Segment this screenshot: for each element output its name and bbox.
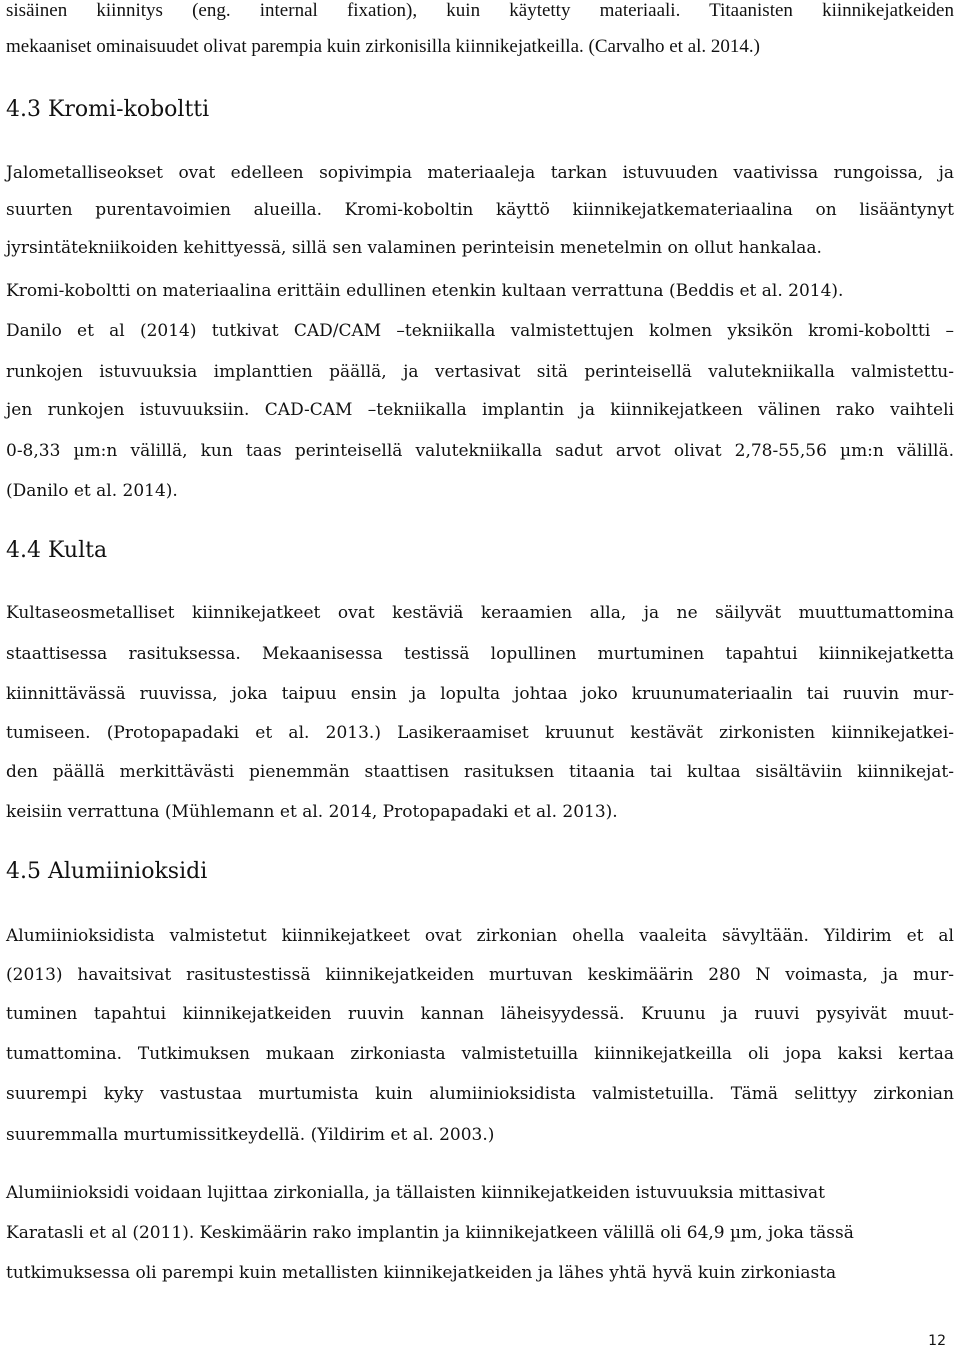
body-text-line: 0-8,33 µm:n välillä, kun taas perinteisellä valutekniikalla sadut arvot olivat 2,78-55,56 µm:n välillä. [6,441,954,461]
body-text-line: sisäinen kiinnitys (eng. internal fixation), kuin käytetty materiaali. Titaanisten kiinnikejatkeiden [6,0,954,21]
body-text-line: tutkimuksessa oli parempi kuin metallisten kiinnikejatkeiden ja lähes yhtä hyvä kuin zirkoniasta [6,1263,837,1283]
body-text-line: staattisessa rasituksessa. Mekaanisessa testissä lopullinen murtuminen tapahtui kiinnikejatketta [6,644,954,664]
body-text-line: jyrsintätekniikoiden kehittyessä, sillä sen valaminen perinteisin menetelmin on ollut hankalaa. [6,238,822,258]
body-text-line: den päällä merkittävästi pienemmän staattisen rasituksen titaania tai kultaa sisältäviin kiinnikejat- [6,762,954,782]
body-text-line: Kultaseosmetalliset kiinnikejatkeet ovat kestäviä keraamien alla, ja ne säilyvät muuttumattomina [6,603,954,623]
body-text-line: Jalometalliseokset ovat edelleen sopivimpia materiaaleja tarkan istuvuuden vaativissa rungoissa, ja [6,163,954,183]
body-text-line: suurten purentavoimien alueilla. Kromi-koboltin käyttö kiinnikejatkemateriaalina on lisääntynyt [6,200,954,220]
body-text-line: suurempi kyky vastustaa murtumista kuin alumiinioksidista valmistetuilla. Tämä selittyy zirkonian [6,1084,954,1104]
section-heading-gold: 4.4 Kulta [6,538,108,563]
body-text-line: kiinnittävässä ruuvissa, joka taipuu ensin ja lopulta johtaa joko kruunumateriaalin tai ruuvin mur- [6,684,954,704]
body-text-line: Alumiinioksidi voidaan lujittaa zirkonialla, ja tällaisten kiinnikejatkeiden istuvuuksia mittasivat [6,1183,825,1203]
body-text-line: Kromi-koboltti on materiaalina erittäin edullinen etenkin kultaan verrattuna (Beddis et al. 2014). [6,281,844,301]
body-text-line: jen runkojen istuvuuksiin. CAD-CAM –tekniikalla implantin ja kiinnikejatkeen välinen rako vaihteli [6,400,954,420]
body-text-line: tumattomina. Tutkimuksen mukaan zirkoniasta valmistetuilla kiinnikejatkeilla oli jopa kaksi kertaa [6,1044,954,1064]
body-text-line: Alumiinioksidista valmistetut kiinnikejatkeet ovat zirkonian ohella vaaleita sävyltään. Yildirim et al [6,926,954,946]
body-text-line: Danilo et al (2014) tutkivat CAD/CAM –tekniikalla valmistettujen kolmen yksikön kromi-koboltti – [6,321,954,341]
section-heading-alumina: 4.5 Alumiinioksidi [6,859,208,884]
body-text-line: suuremmalla murtumissitkeydellä. (Yildirim et al. 2003.) [6,1125,495,1145]
body-text-line: mekaaniset ominaisuudet olivat parempia kuin zirkonisilla kiinnikejatkeilla. (Carvalho et al. 2014.) [6,36,760,57]
body-text-line: (2013) havaitsivat rasitustestissä kiinnikejatkeiden murtuvan keskimäärin 280 N voimasta, ja mur- [6,965,954,985]
section-heading-chrome-cobalt: 4.3 Kromi-koboltti [6,97,210,122]
body-text-line: (Danilo et al. 2014). [6,481,178,501]
body-text-line: keisiin verrattuna (Mühlemann et al. 2014, Protopapadaki et al. 2013). [6,802,618,822]
body-text-line: tumiseen. (Protopapadaki et al. 2013.) Lasikeraamiset kruunut kestävät zirkonisten kiinnikejatkei- [6,723,954,743]
body-text-line: tuminen tapahtui kiinnikejatkeiden ruuvin kannan läheisyydessä. Kruunu ja ruuvi pysyivät muut- [6,1004,954,1024]
body-text-line: Karatasli et al (2011). Keskimäärin rako implantin ja kiinnikejatkeen välillä oli 64,9 µm, joka tässä [6,1223,854,1243]
body-text-line: runkojen istuvuuksia implanttien päällä, ja vertasivat sitä perinteisellä valutekniikalla valmistettu- [6,362,954,382]
page-number: 12 [928,1333,946,1349]
